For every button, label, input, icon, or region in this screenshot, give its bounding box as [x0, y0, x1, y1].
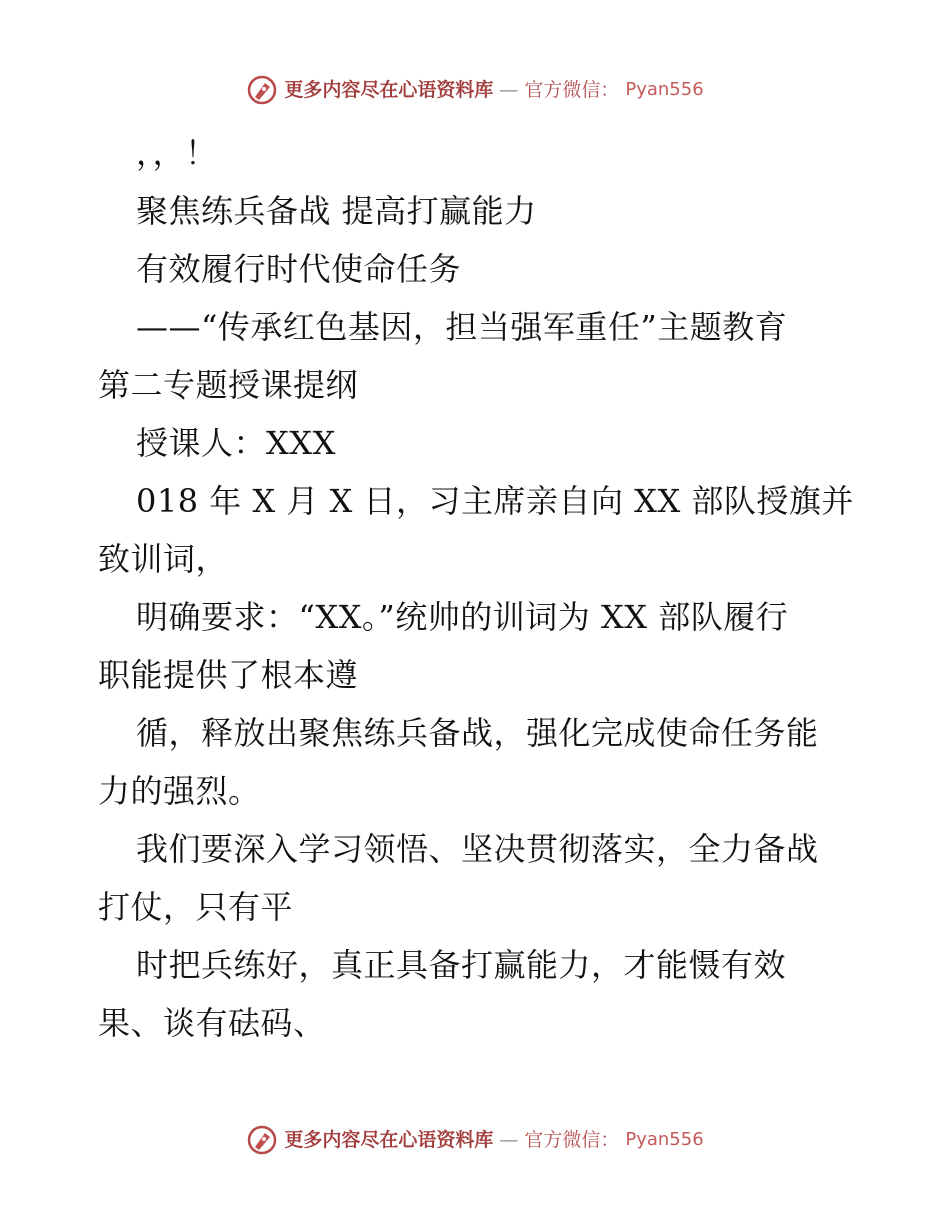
- document-title-line-2: 有效履行时代使命任务: [136, 250, 462, 288]
- text-line: 018 年 X 月 X 日，习主席亲自向 XX 部队授旗并: [136, 482, 854, 520]
- text-line: ，，！: [136, 134, 218, 172]
- text-line: 明确要求：“XX。”统帅的训词为 XX 部队履行: [136, 598, 789, 636]
- document-body: [98, 124, 858, 1052]
- watermark-separator: —: [499, 78, 519, 101]
- lecturer-line: 授课人：XXX: [136, 424, 336, 462]
- document-subtitle: ——“传承红色基因，担当强军重任”主题教育: [136, 308, 788, 346]
- text-line: 我们要深入学习领悟、坚决贯彻落实，全力备战: [136, 830, 819, 868]
- document-title: 聚焦练兵备战 提高打赢能力: [136, 192, 537, 230]
- watermark-wechat-id: Pyan556: [625, 1129, 704, 1150]
- watermark-wechat-label: 官方微信：: [524, 78, 620, 101]
- text-line: 打仗，只有平: [98, 888, 294, 926]
- text-line: 果、谈有砝码、: [98, 1004, 326, 1042]
- watermark-wechat-id: Pyan556: [625, 79, 704, 100]
- watermark-separator: —: [499, 1128, 519, 1151]
- watermark-banner-top: [0, 70, 950, 110]
- document-subtitle-cont: 第二专题授课提纲: [98, 366, 359, 404]
- text-line: 循，释放出聚焦练兵备战，强化完成使命任务能: [136, 714, 819, 752]
- watermark-site-text: 更多内容尽在心语资料库: [284, 78, 494, 101]
- text-line: 致训词，: [98, 540, 229, 578]
- watermark-banner-bottom: [0, 1120, 950, 1160]
- watermark-wechat-label: 官方微信：: [524, 1128, 620, 1151]
- pen-nib-logo-icon: [246, 74, 278, 106]
- pen-nib-logo-icon: [246, 1124, 278, 1156]
- watermark-site-text: 更多内容尽在心语资料库: [284, 1128, 494, 1151]
- text-line: 时把兵练好，真正具备打赢能力，才能慑有效: [136, 946, 787, 984]
- text-line: 职能提供了根本遵: [98, 656, 359, 694]
- text-line: 力的强烈。: [98, 772, 261, 810]
